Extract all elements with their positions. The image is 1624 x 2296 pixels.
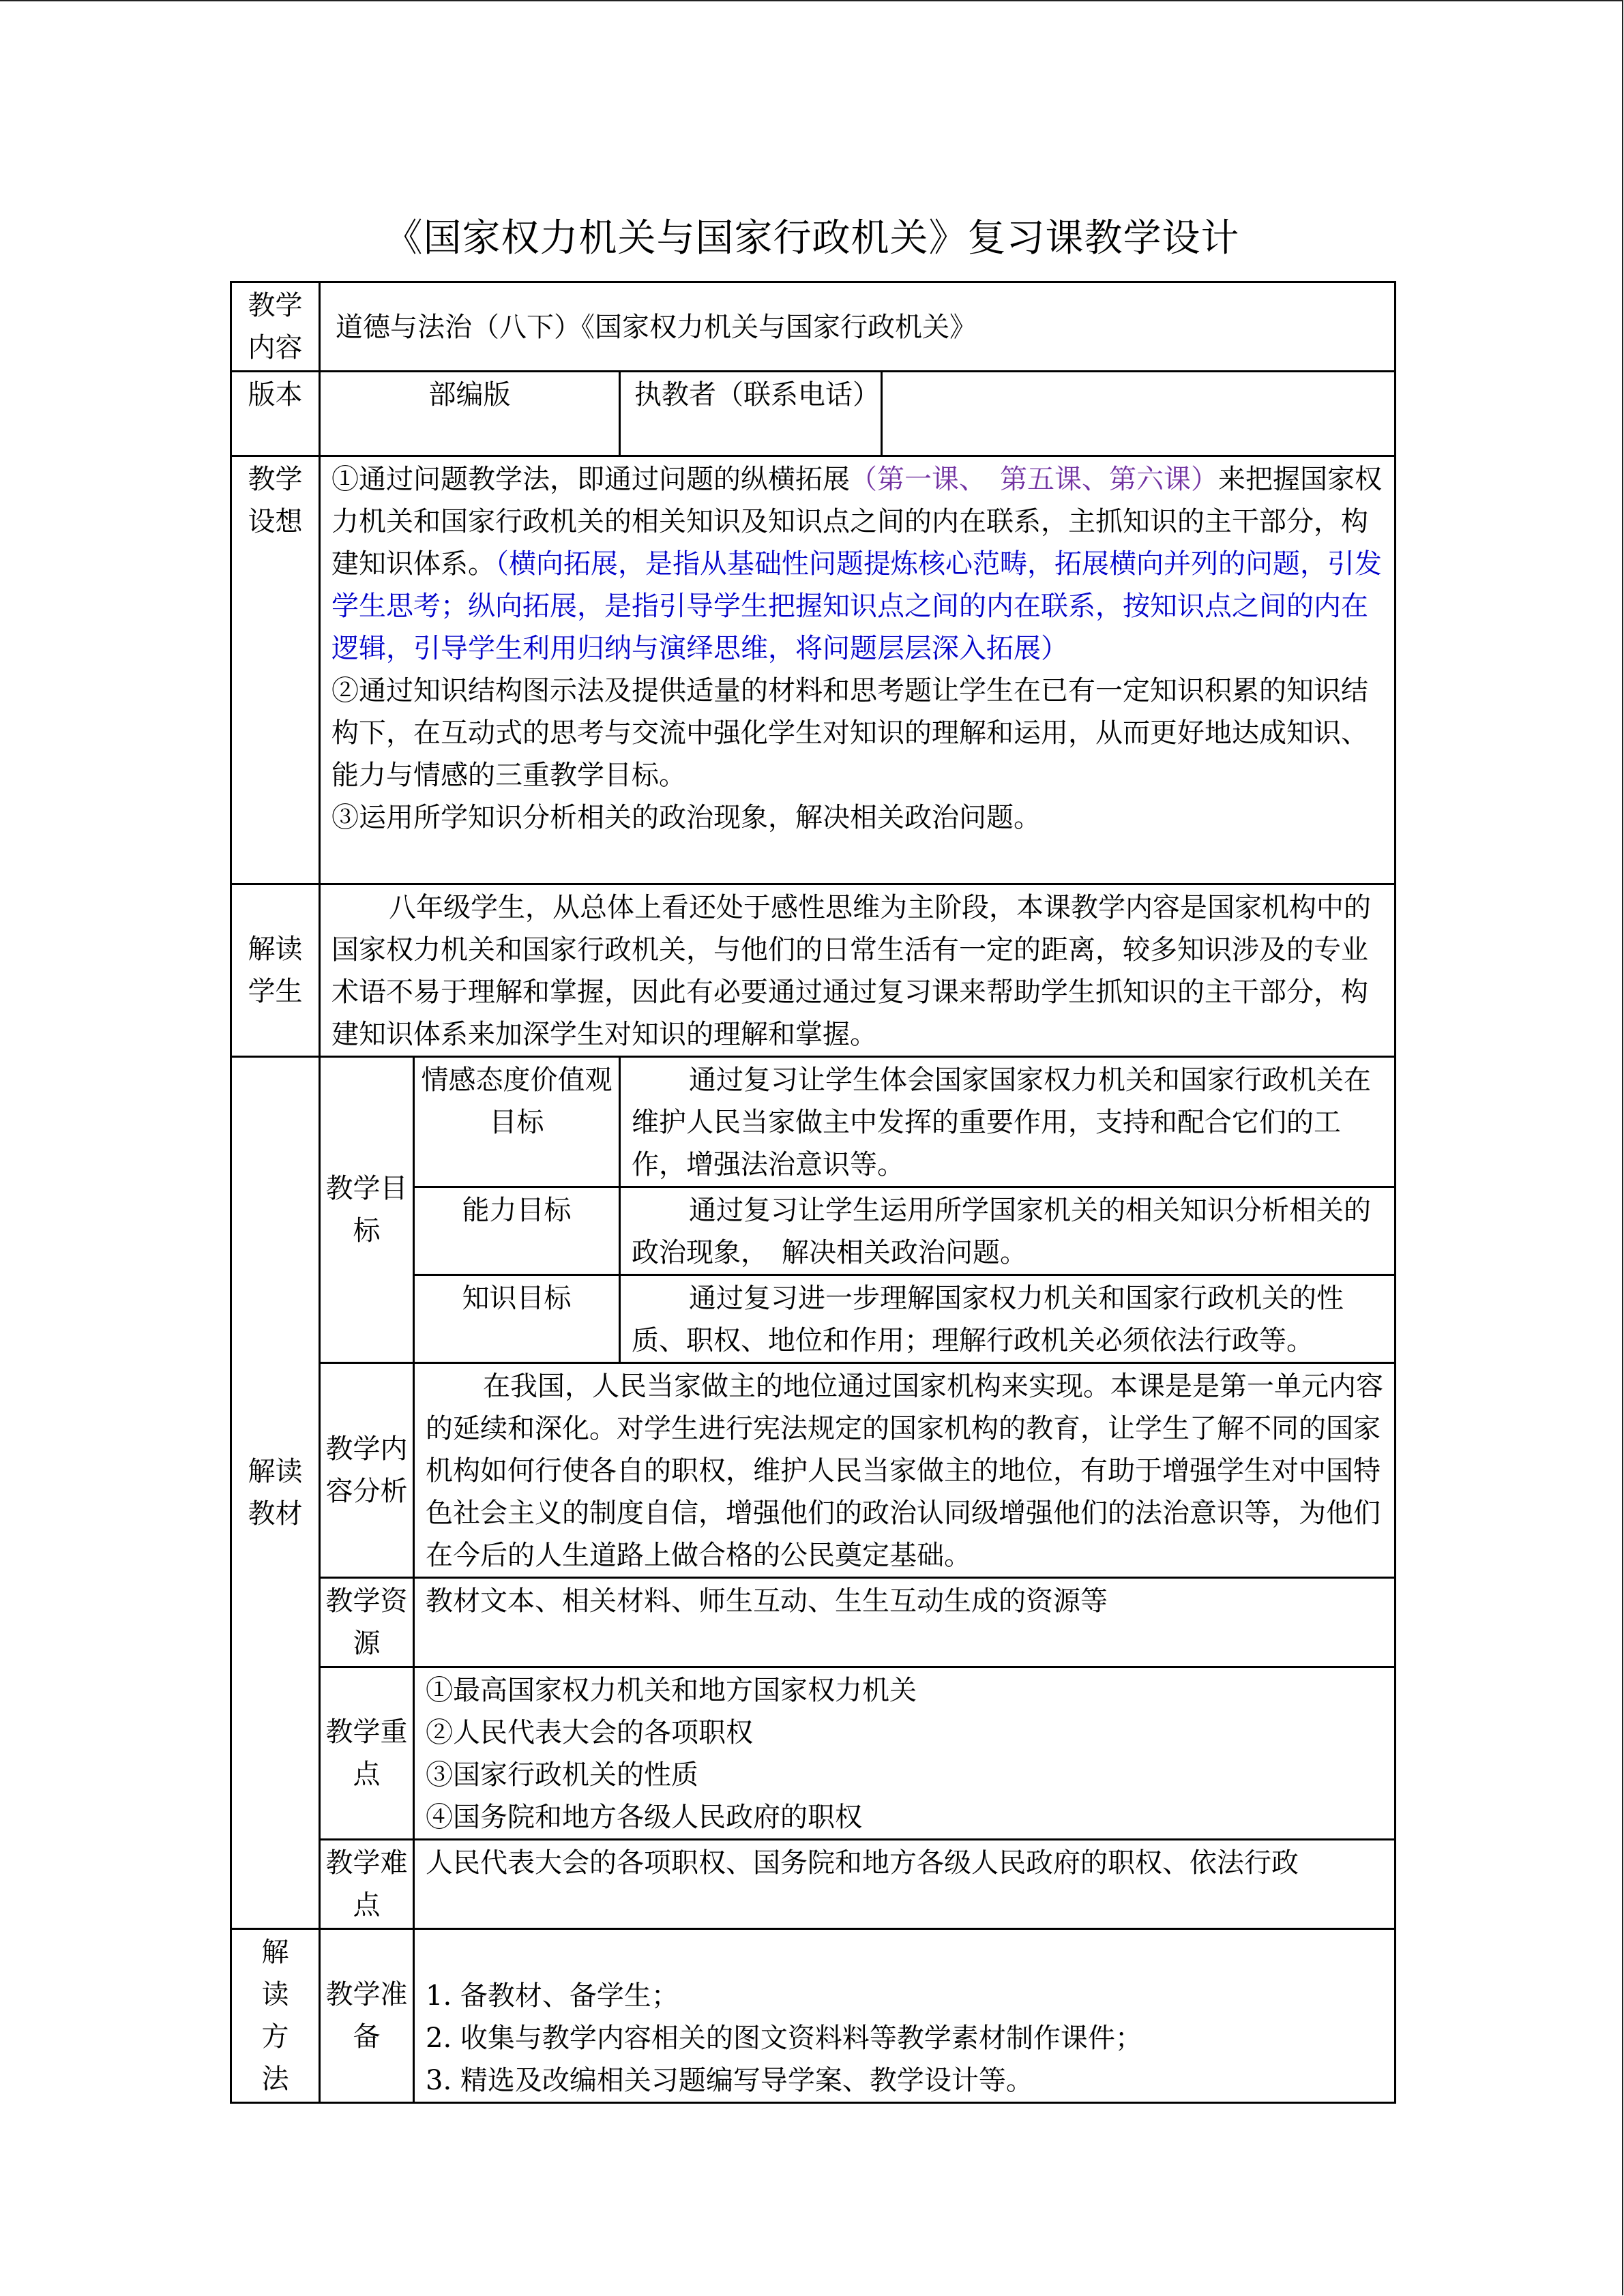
preparation-item: 2. 收集与教学内容相关的图文资料料等教学素材制作课件； [426,2023,1142,2054]
key-point-item: ④国务院和地方各级人民政府的职权 [426,1802,862,1833]
label-understand-students: 解读学生 [231,884,320,1057]
row-content-analysis [231,1363,1396,1578]
key-points-list [414,1667,1396,1840]
difficult-points-text: 人民代表大会的各项职权、国务院和地方各级人民政府的职权、依法行政 [414,1840,1396,1929]
label-teaching-content: 教学内容 [231,282,320,372]
goal-ability-name: 能力目标 [414,1187,620,1275]
goal-emotion-name: 情感态度价值观目标 [414,1057,620,1187]
preparation-item: 3. 精选及改编相关习题编写导学案、教学设计等。 [426,2065,1033,2096]
edition-value: 部编版 [320,372,620,456]
design-point-3: ③运用所学知识分析相关的政治现象，解决相关政治问题。 [331,802,1041,833]
label-difficult-points: 教学难点 [320,1840,414,1929]
label-understand-methods [231,1929,320,2103]
design-point-1-body: 来把握国家权力机关和国家行政机关的相关知识及知识点之间的内在联系，主抓知识的主干部分，构建知识体系。 [331,464,1382,580]
teaching-preparation-list [414,1929,1396,2103]
key-point-item: ②人民代表大会的各项职权 [426,1717,753,1748]
content-analysis-text: 在我国，人民当家做主的地位通过国家机构来实现。本课是是第一单元内容的延续和深化。对学生进行宪法规定的国家机构的教育，让学生了解不同的国家机构如何行使各自的职权，维护人民当家做主的地位，有助于增强学生对中国特色社会主义的制度自信，增强他们的政治认同级增强他们的法治意识等，为他们在今后的人生道路上做合格的公民奠定基础。 [414,1363,1396,1578]
label-char: 解 [261,1937,289,1968]
design-point-1 [331,458,1383,670]
label-teaching-preparation: 教学准备 [320,1929,414,2103]
row-understand-students [231,884,1396,1057]
key-point-item: ③国家行政机关的性质 [426,1759,698,1791]
goal-knowledge-name: 知识目标 [414,1275,620,1363]
understand-students-text: 八年级学生，从总体上看还处于感性思维为主阶段，本课教学内容是国家机构中的国家权力机关和国家行政机关，与他们的日常生活有一定的距离，较多知识涉及的专业术语不易于理解和掌握，因此有必要通过通过复习课来帮助学生抓知识的主干部分，构建知识体系来加深学生对知识的理解和掌握。 [320,884,1396,1057]
design-point-2: ②通过知识结构图示法及提供适量的材料和思考题让学生在已有一定知识积累的知识结构下，在互动式的思考与交流中强化学生对知识的理解和运用，从而更好地达成知识、能力与情感的三重教学目标。 [331,675,1368,791]
row-goal-emotion [231,1057,1396,1187]
label-content-analysis: 教学内容分析 [320,1363,414,1578]
design-lessons-note: （第一课、 第五课、第六课） [850,464,1218,495]
key-point-item: ①最高国家权力机关和地方国家权力机关 [426,1675,917,1706]
label-key-points: 教学重点 [320,1667,414,1840]
teaching-design-text [320,456,1396,884]
design-point-1-lead: ①通过问题教学法，即通过问题的纵横拓展 [331,464,850,495]
label-teaching-design: 教学设想 [231,456,320,884]
label-teacher-contact: 执教者（联系电话） [620,372,882,456]
label-understand-textbook: 解读教材 [231,1057,320,1929]
row-teaching-content [231,282,1396,372]
label-char: 方 [261,2021,289,2053]
row-teaching-resources [231,1578,1396,1667]
preparation-item: 1. 备教材、备学生； [426,1980,679,2012]
label-edition: 版本 [231,372,320,456]
label-teaching-resources: 教学资源 [320,1578,414,1667]
label-char: 读 [261,1979,289,2010]
goal-knowledge-text: 通过复习进一步理解国家权力机关和国家行政机关的性质、职权、地位和作用；理解行政机关必须依法行政等。 [620,1275,1396,1363]
lesson-design-table [230,281,1396,2104]
label-char: 法 [261,2063,289,2095]
label-teaching-goals: 教学目标 [320,1057,414,1363]
design-expansion-note: （横向拓展，是指从基础性问题提炼核心范畴，拓展横向并列的问题，引发学生思考；纵向拓展，是指引导学生把握知识点之间的内在联系，按知识点之间的内在逻辑，引导学生利用归纳与演绎思维，将问题层层深入拓展） [331,548,1382,664]
teacher-contact-value [882,372,1396,456]
goal-ability-text: 通过复习让学生运用所学国家机关的相关知识分析相关的政治现象， 解决相关政治问题。 [620,1187,1396,1275]
page-title: 《国家权力机关与国家行政机关》复习课教学设计 [384,216,1240,260]
row-key-points [231,1667,1396,1840]
goal-emotion-text: 通过复习让学生体会国家国家权力机关和国家行政机关在维护人民当家做主中发挥的重要作用，支持和配合它们的工作，增强法治意识等。 [620,1057,1396,1187]
teaching-content-value: 道德与法治（八下）《国家权力机关与国家行政机关》 [320,282,1396,372]
row-teaching-design [231,456,1396,884]
teaching-resources-text: 教材文本、相关材料、师生互动、生生互动生成的资源等 [414,1578,1396,1667]
row-edition [231,372,1396,456]
row-teaching-preparation [231,1929,1396,2103]
row-difficult-points [231,1840,1396,1929]
